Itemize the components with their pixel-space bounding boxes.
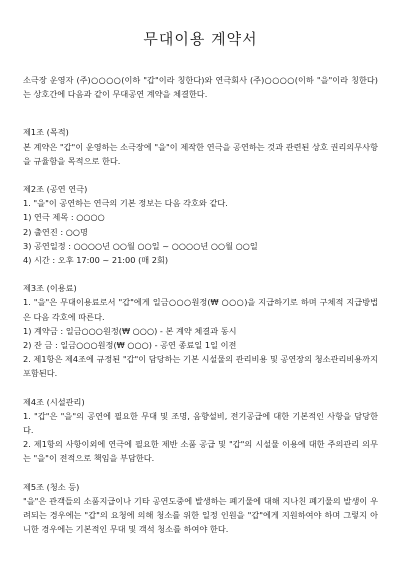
article-line: 4) 시간 : 오후 17:00 ~ 21:00 (매 2회)	[23, 255, 169, 266]
document-title: 무대이용 계약서	[143, 30, 258, 48]
article-line: 1) 계약금 : 일금○○○원정(₩ ○○○) - 본 계약 체결과 동시	[23, 325, 237, 336]
article-2	[23, 182, 378, 267]
article-3	[23, 281, 378, 380]
article-body: "을"은 관객들의 소품지급이나 기타 공연도중에 발생하는 폐기물에 대해 지나친 폐기물의 발생이 우려되는 경우에는 "갑"의 요청에 의해 청소를 위한 일정 인원을 "갑"에게 지원하여야 하며 그렇지 아니한 경우에는 기본적인 무대 및 객석 청소를 하여야 한다.	[23, 495, 378, 535]
article-body: 본 계약은 "갑"이 운영하는 소극장에 "을"이 제작한 연극을 공연하는 것과 관련된 상호 권리의무사항을 규율함을 목적으로 한다.	[23, 141, 378, 166]
article-line: 3) 공연일정 : ○○○○년 ○○월 ○○일 ~ ○○○○년 ○○월 ○○일	[23, 240, 258, 251]
article-line: 1) 연극 제목 : ○○○○	[23, 212, 105, 223]
article-4	[23, 395, 378, 466]
article-body: 1. "을"은 무대이용료로서 "갑"에게 일금○○○원정(₩ ○○○)을 지급하기로 하며 구체적 지급방법은 다음 각호에 따른다.	[23, 297, 378, 322]
article-line: 1. "을"이 공연하는 연극의 기본 정보는 다음 각호와 같다.	[23, 198, 228, 209]
intro-paragraph: 소극장 운영자 (주)○○○○(이하 "갑"이라 칭한다)와 연극회사 (주)○○○○(이하 "을"이라 칭한다)는 상호간에 다음과 같이 무대공연 계약을 체결한다.	[23, 75, 378, 100]
article-line: 2) 잔 금 : 일금○○○원정(₩ ○○○) - 공연 종료일 1일 이전	[23, 340, 237, 351]
article-heading: 제5조 (청소 등)	[23, 481, 80, 492]
article-line: 2) 출연진 : ○○명	[23, 226, 88, 237]
article-heading: 제3조 (이용료)	[23, 283, 77, 294]
article-heading: 제4조 (시설관리)	[23, 396, 85, 407]
article-heading: 제1조 (목적)	[23, 127, 69, 138]
article-body: 2. 제1항의 사항이외에 연극에 필요한 제반 소품 공급 및 "갑"의 시설물 이용에 대한 주의관리 의무는 "을"이 전적으로 책임을 부담한다.	[23, 439, 378, 464]
article-1	[23, 125, 378, 168]
article-body: 1. "갑"은 "을"의 공연에 필요한 무대 및 조명, 음향설비, 전기공급에 대한 기본적인 사항을 담당한다.	[23, 410, 378, 436]
article-5	[23, 480, 378, 537]
article-body: 2. 제1항은 제4조에 규정된 "갑"이 담당하는 기본 시설물의 관리비용 및 공연장의 청소관리비용까지 포함된다.	[23, 354, 378, 379]
article-heading: 제2조 (공연 연극)	[23, 184, 88, 195]
